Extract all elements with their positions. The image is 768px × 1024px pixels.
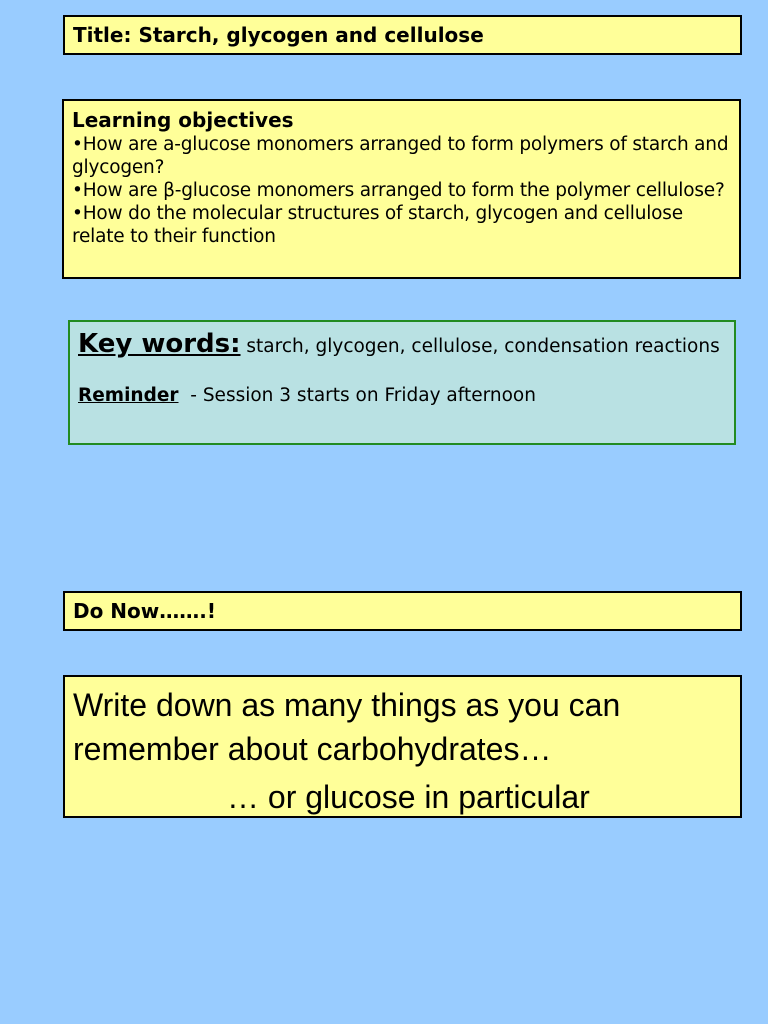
do-now-heading: Do Now…….! xyxy=(63,591,742,631)
key-words-line xyxy=(78,330,726,361)
page-title: Title: Starch, glycogen and cellulose xyxy=(63,15,742,55)
reminder-line xyxy=(78,383,726,409)
key-words-box xyxy=(68,320,736,445)
objective-item: •How are a-glucose monomers arranged to form polymers of starch and glycogen? xyxy=(72,134,729,178)
task-box xyxy=(63,675,742,818)
reminder-text: - Session 3 starts on Friday afternoon xyxy=(178,385,536,406)
task-line-2: … or glucose in particular xyxy=(227,779,590,815)
objective-item: •How are β-glucose monomers arranged to form the polymer cellulose? xyxy=(72,180,725,201)
learning-objectives-heading: Learning objectives xyxy=(72,108,294,132)
task-line-1: Write down as many things as you can remember about carbohydrates… xyxy=(73,687,621,767)
key-words-text: starch, glycogen, cellulose, condensation reactions xyxy=(240,336,720,357)
learning-objectives-box xyxy=(62,99,741,279)
key-words-label: Key words: xyxy=(78,329,241,359)
objective-item: •How do the molecular structures of starch, glycogen and cellulose relate to their function xyxy=(72,203,683,247)
reminder-label: Reminder xyxy=(78,385,179,406)
